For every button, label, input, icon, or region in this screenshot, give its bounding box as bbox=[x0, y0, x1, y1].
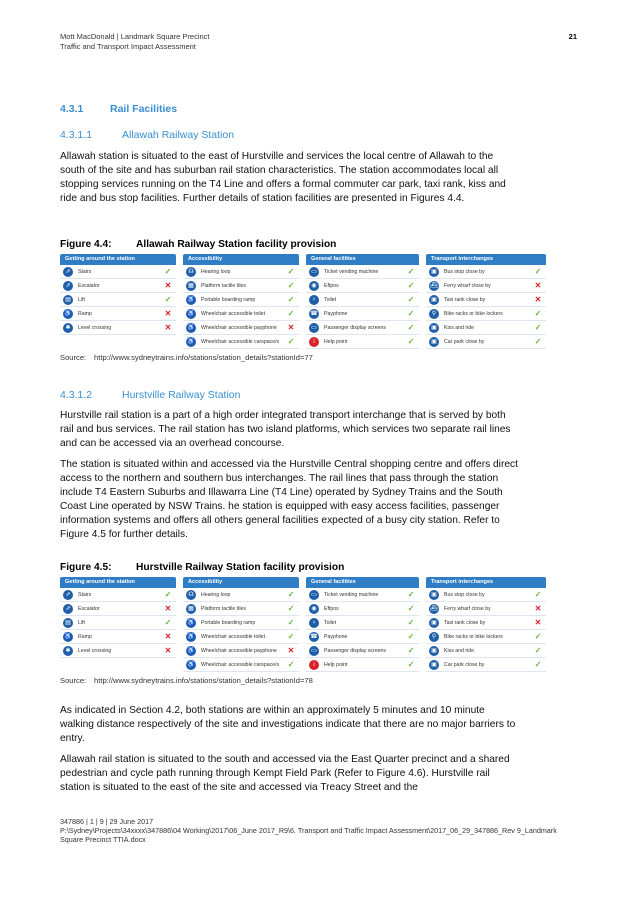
check-icon: ✓ bbox=[407, 646, 415, 655]
check-icon: ✓ bbox=[287, 295, 295, 304]
facility-row bbox=[426, 602, 546, 616]
bus-icon: ▣ bbox=[429, 590, 439, 600]
closing-paragraph-1: As indicated in Section 4.2, both stations are within an approximately 5 minutes and 10 minute walking distance respectively of the site and investigations indicate that there are no major barriers to entry. bbox=[60, 705, 516, 745]
facility-column bbox=[60, 254, 176, 335]
facility-label: Kiss and ride bbox=[444, 647, 474, 654]
allawah-paragraph: Allawah station is situated to the east of Hurstville and services the local centre of Allawah to the south of the site and has suburban rail station characteristics. The station accommodates local all stopping services running on the T4 Line and offers a formal commuter car park, taxi rank, kiss and ride and bus stop facilities. Further details of station facilities are presented in Figures 4.4. bbox=[60, 151, 506, 205]
taxi-icon: ▣ bbox=[429, 618, 439, 628]
facility-row bbox=[183, 644, 299, 658]
facility-row bbox=[183, 307, 299, 321]
ramp-icon: ♿ bbox=[64, 310, 72, 317]
lift-icon: ▤ bbox=[63, 295, 73, 305]
facility-label: Eftpos bbox=[324, 282, 339, 289]
section-number: 4.3.1 bbox=[60, 103, 84, 115]
stairs-icon: ⇗ bbox=[63, 590, 73, 600]
facility-row bbox=[60, 588, 176, 602]
facility-label: Passenger display screens bbox=[324, 647, 386, 654]
ramp-icon: ♿ bbox=[64, 633, 72, 640]
facility-label: Ramp bbox=[78, 633, 92, 640]
check-icon: ✓ bbox=[287, 618, 295, 627]
facility-label: Wheelchair accessible carspace/s bbox=[201, 338, 280, 345]
facility-row bbox=[306, 630, 419, 644]
check-icon: ✓ bbox=[407, 267, 415, 276]
facility-row bbox=[426, 335, 546, 349]
facility-column-header: Getting around the station bbox=[60, 577, 176, 588]
check-icon: ✓ bbox=[164, 267, 172, 276]
figure-source-4-5 bbox=[60, 676, 313, 685]
facility-label: Wheelchair accessible carspace/s bbox=[201, 661, 280, 668]
car-park-icon: ▣ bbox=[429, 660, 439, 670]
facility-column-header: General facilities bbox=[306, 254, 419, 265]
hearing-loop-icon: ☊ bbox=[186, 590, 196, 600]
check-icon: ✓ bbox=[534, 632, 542, 641]
facility-row bbox=[426, 644, 546, 658]
check-icon: ✓ bbox=[287, 267, 295, 276]
facility-label: Hearing loop bbox=[201, 268, 231, 275]
tactile-tiles-icon: ▦ bbox=[186, 604, 196, 614]
help-point-icon: i bbox=[309, 660, 319, 670]
opal-icon: ◉ bbox=[309, 604, 319, 614]
page-footer bbox=[60, 817, 560, 845]
ticket-machine-icon: ▭ bbox=[309, 590, 319, 600]
cross-icon: ✕ bbox=[164, 646, 172, 655]
facility-label: Taxi rank close by bbox=[444, 619, 486, 626]
cross-icon: ✕ bbox=[534, 618, 542, 627]
bike-icon: ⚲ bbox=[429, 309, 439, 319]
check-icon: ✓ bbox=[534, 590, 542, 599]
footer-file-path: P:\Sydney\Projects\34xxxx\347886\04 Working\2017\06_June 2017_R9\6. Transport and Traffic Impact Assessment\2017_06_29_347886_Rev 9_Landmark Square Precinct TTIA.docx bbox=[60, 826, 557, 845]
check-icon: ✓ bbox=[287, 660, 295, 669]
hurstville-paragraph-1: Hurstville rail station is a part of a high order integrated transport interchange that is served by both rail and bus services. The rail station has two island platforms, which services two separate rail lines and can be accessed via an overhead concourse. bbox=[60, 410, 511, 450]
facility-row bbox=[426, 279, 546, 293]
facility-label: Car park close by bbox=[444, 661, 485, 668]
facility-row bbox=[426, 630, 546, 644]
facility-label: Portable boarding ramp bbox=[201, 296, 256, 303]
accessible-toilet-icon: ♿ bbox=[187, 310, 195, 317]
header-title: Mott MacDonald | Landmark Square Precinct bbox=[60, 32, 210, 41]
facility-column bbox=[426, 254, 546, 349]
facility-row bbox=[183, 335, 299, 349]
figure-caption-4-5 bbox=[60, 562, 344, 573]
facility-label: Platform tactile tiles bbox=[201, 282, 246, 289]
facility-label: Stairs bbox=[78, 268, 92, 275]
facility-label: Wheelchair accessible payphone bbox=[201, 324, 277, 331]
facility-row bbox=[306, 602, 419, 616]
tactile-tiles-icon: ▦ bbox=[186, 281, 196, 291]
kiss-ride-icon: ▣ bbox=[429, 646, 439, 656]
source-url[interactable]: http://www.sydneytrains.info/stations/station_details?stationId=78 bbox=[94, 676, 313, 685]
facility-row bbox=[183, 265, 299, 279]
facility-label: Ferry wharf close by bbox=[444, 282, 491, 289]
facility-row bbox=[426, 321, 546, 335]
help-point-icon: i bbox=[309, 337, 319, 347]
facility-row bbox=[60, 616, 176, 630]
facility-label: Ferry wharf close by bbox=[444, 605, 491, 612]
facility-row bbox=[183, 293, 299, 307]
facility-row bbox=[306, 616, 419, 630]
facility-label: Hearing loop bbox=[201, 591, 231, 598]
check-icon: ✓ bbox=[534, 646, 542, 655]
accessible-payphone-icon: ♿ bbox=[187, 647, 195, 654]
facility-row bbox=[306, 321, 419, 335]
facility-column-header: Transport interchanges bbox=[426, 577, 546, 588]
facility-label: Payphone bbox=[324, 633, 348, 640]
facility-column-header: Accessibility bbox=[183, 254, 299, 265]
facility-label: Bike racks or bike lockers bbox=[444, 633, 503, 640]
check-icon: ✓ bbox=[287, 281, 295, 290]
cross-icon: ✕ bbox=[164, 632, 172, 641]
footer-reference: 347886 | 1 | 9 | 29 June 2017 bbox=[60, 817, 154, 826]
cross-icon: ✕ bbox=[164, 604, 172, 613]
check-icon: ✓ bbox=[407, 660, 415, 669]
facility-label: Ramp bbox=[78, 310, 92, 317]
page-number: 21 bbox=[568, 32, 577, 41]
check-icon: ✓ bbox=[407, 590, 415, 599]
facility-label: Lift bbox=[78, 296, 85, 303]
check-icon: ✓ bbox=[287, 604, 295, 613]
cross-icon: ✕ bbox=[534, 604, 542, 613]
figure-source-4-4 bbox=[60, 353, 313, 362]
escalator-icon: ⇗ bbox=[63, 281, 73, 291]
facility-row bbox=[183, 588, 299, 602]
check-icon: ✓ bbox=[407, 337, 415, 346]
facility-row bbox=[183, 616, 299, 630]
check-icon: ✓ bbox=[534, 267, 542, 276]
payphone-icon: ☎ bbox=[310, 310, 318, 317]
subsection-number: 4.3.1.2 bbox=[60, 389, 93, 401]
facility-row bbox=[306, 335, 419, 349]
facility-label: Platform tactile tiles bbox=[201, 605, 246, 612]
facility-label: Bike racks or bike lockers bbox=[444, 310, 503, 317]
facility-row bbox=[183, 279, 299, 293]
level-crossing-icon: ✱ bbox=[63, 646, 73, 656]
facility-row bbox=[426, 293, 546, 307]
facility-column bbox=[306, 254, 419, 349]
facility-label: Help point bbox=[324, 338, 348, 345]
stairs-icon: ⇗ bbox=[63, 267, 73, 277]
toilet-icon: ♀ bbox=[309, 618, 319, 628]
facility-label: Passenger display screens bbox=[324, 324, 386, 331]
facility-label: Stairs bbox=[78, 591, 92, 598]
check-icon: ✓ bbox=[534, 660, 542, 669]
check-icon: ✓ bbox=[164, 590, 172, 599]
facility-column bbox=[183, 577, 299, 672]
facility-label: Escalator bbox=[78, 282, 100, 289]
accessible-carspace-icon: ♿ bbox=[187, 338, 195, 345]
facility-label: Level crossing bbox=[78, 647, 112, 654]
hurstville-paragraph-2: The station is situated within and accessed via the Hurstville Central shopping centre and offers direct access to the northern and southern bus interchanges. The rail lines that pass through the station include T4 Eastern Suburbs and Illawarra Line (T4 Line) operated by Sydney Trains and the South Coast Line operated by NSW Trains. he station is equipped with easy access facilities, passenger information systems and offers all others general facilities expected of a busy city station. Refer to Figure 4.5 for further details. bbox=[60, 459, 518, 541]
cross-icon: ✕ bbox=[164, 309, 172, 318]
facility-column bbox=[306, 577, 419, 672]
check-icon: ✓ bbox=[407, 295, 415, 304]
bike-icon: ⚲ bbox=[429, 632, 439, 642]
subsection-title: Hurstville Railway Station bbox=[122, 389, 241, 401]
facility-label: Portable boarding ramp bbox=[201, 619, 256, 626]
hearing-loop-icon: ☊ bbox=[186, 267, 196, 277]
cross-icon: ✕ bbox=[534, 295, 542, 304]
payphone-icon: ☎ bbox=[310, 633, 318, 640]
facility-label: Level crossing bbox=[78, 324, 112, 331]
display-screen-icon: ▭ bbox=[309, 323, 319, 333]
facility-row bbox=[426, 265, 546, 279]
header-subtitle: Traffic and Transport Impact Assessment bbox=[60, 41, 196, 51]
check-icon: ✓ bbox=[407, 632, 415, 641]
facility-column-header: General facilities bbox=[306, 577, 419, 588]
display-screen-icon: ▭ bbox=[309, 646, 319, 656]
escalator-icon: ⇗ bbox=[63, 604, 73, 614]
facility-label: Wheelchair accessible toilet bbox=[201, 310, 266, 317]
facility-label: Payphone bbox=[324, 310, 348, 317]
toilet-icon: ♀ bbox=[309, 295, 319, 305]
facility-row bbox=[306, 279, 419, 293]
page-header bbox=[60, 32, 577, 51]
figure-caption-4-4 bbox=[60, 239, 336, 250]
section-heading bbox=[60, 103, 177, 115]
figure-title: Hurstville Railway Station facility provision bbox=[136, 562, 345, 573]
check-icon: ✓ bbox=[287, 309, 295, 318]
cross-icon: ✕ bbox=[164, 281, 172, 290]
facility-column-header: Transport interchanges bbox=[426, 254, 546, 265]
facility-label: Wheelchair accessible payphone bbox=[201, 647, 277, 654]
figure-number: Figure 4.5: bbox=[60, 562, 112, 573]
facility-row bbox=[60, 644, 176, 658]
facility-row bbox=[426, 307, 546, 321]
closing-paragraph-2: Allawah rail station is situated to the south and accessed via the East Quarter precinct and a shared pedestrian and cycle path running through Kempt Field Park (Refer to Figure 4.6). Hurstville rail station is situated to the east of the site and accessed via Treacy Street and the bbox=[60, 754, 510, 794]
facility-label: Escalator bbox=[78, 605, 100, 612]
facility-label: Bus stop close by bbox=[444, 591, 485, 598]
accessible-payphone-icon: ♿ bbox=[187, 324, 195, 331]
facility-label: Taxi rank close by bbox=[444, 296, 486, 303]
facility-row bbox=[60, 279, 176, 293]
check-icon: ✓ bbox=[164, 295, 172, 304]
check-icon: ✓ bbox=[407, 618, 415, 627]
figure-title: Allawah Railway Station facility provision bbox=[136, 239, 337, 250]
opal-icon: ◉ bbox=[309, 281, 319, 291]
facility-label: Ticket vending machine bbox=[324, 268, 379, 275]
hurstville-facility-panel bbox=[60, 577, 546, 674]
facility-column bbox=[183, 254, 299, 349]
facility-label: Toilet bbox=[324, 296, 337, 303]
source-label: Source: bbox=[60, 676, 87, 685]
ferry-icon: ⛴ bbox=[430, 282, 438, 289]
facility-row bbox=[306, 265, 419, 279]
check-icon: ✓ bbox=[287, 337, 295, 346]
accessible-toilet-icon: ♿ bbox=[187, 633, 195, 640]
source-url[interactable]: http://www.sydneytrains.info/stations/station_details?stationId=77 bbox=[94, 353, 313, 362]
cross-icon: ✕ bbox=[164, 323, 172, 332]
check-icon: ✓ bbox=[287, 590, 295, 599]
figure-number: Figure 4.4: bbox=[60, 239, 112, 250]
facility-row bbox=[60, 321, 176, 335]
facility-label: Ticket vending machine bbox=[324, 591, 379, 598]
facility-label: Bus stop close by bbox=[444, 268, 485, 275]
facility-label: Car park close by bbox=[444, 338, 485, 345]
facility-column bbox=[60, 577, 176, 658]
facility-row bbox=[60, 265, 176, 279]
subsection-number: 4.3.1.1 bbox=[60, 129, 93, 141]
facility-label: Eftpos bbox=[324, 605, 339, 612]
facility-row bbox=[426, 658, 546, 672]
kiss-ride-icon: ▣ bbox=[429, 323, 439, 333]
subsection-heading-allawah bbox=[60, 129, 234, 141]
facility-row bbox=[60, 630, 176, 644]
facility-column-header: Getting around the station bbox=[60, 254, 176, 265]
facility-row bbox=[60, 293, 176, 307]
facility-row bbox=[426, 616, 546, 630]
lift-icon: ▤ bbox=[63, 618, 73, 628]
facility-row bbox=[60, 602, 176, 616]
facility-row bbox=[306, 307, 419, 321]
check-icon: ✓ bbox=[407, 604, 415, 613]
section-title: Rail Facilities bbox=[110, 103, 178, 115]
facility-row bbox=[306, 644, 419, 658]
check-icon: ✓ bbox=[534, 309, 542, 318]
cross-icon: ✕ bbox=[287, 323, 295, 332]
facility-label: Help point bbox=[324, 661, 348, 668]
facility-row bbox=[426, 588, 546, 602]
facility-row bbox=[60, 307, 176, 321]
facility-row bbox=[306, 293, 419, 307]
facility-label: Toilet bbox=[324, 619, 337, 626]
facility-row bbox=[306, 588, 419, 602]
check-icon: ✓ bbox=[534, 323, 542, 332]
ticket-machine-icon: ▭ bbox=[309, 267, 319, 277]
facility-row bbox=[183, 602, 299, 616]
facility-label: Kiss and ride bbox=[444, 324, 474, 331]
source-label: Source: bbox=[60, 353, 87, 362]
car-park-icon: ▣ bbox=[429, 337, 439, 347]
cross-icon: ✕ bbox=[534, 281, 542, 290]
level-crossing-icon: ✱ bbox=[63, 323, 73, 333]
check-icon: ✓ bbox=[164, 618, 172, 627]
facility-label: Wheelchair accessible toilet bbox=[201, 633, 266, 640]
subsection-title: Allawah Railway Station bbox=[122, 129, 235, 141]
facility-label: Lift bbox=[78, 619, 85, 626]
facility-column-header: Accessibility bbox=[183, 577, 299, 588]
taxi-icon: ▣ bbox=[429, 295, 439, 305]
cross-icon: ✕ bbox=[287, 646, 295, 655]
check-icon: ✓ bbox=[407, 323, 415, 332]
ferry-icon: ⛴ bbox=[430, 605, 438, 612]
check-icon: ✓ bbox=[407, 281, 415, 290]
check-icon: ✓ bbox=[287, 632, 295, 641]
facility-column bbox=[426, 577, 546, 672]
bus-icon: ▣ bbox=[429, 267, 439, 277]
allawah-facility-panel bbox=[60, 254, 546, 351]
facility-row bbox=[183, 630, 299, 644]
subsection-heading-hurstville bbox=[60, 389, 240, 401]
facility-row bbox=[183, 321, 299, 335]
check-icon: ✓ bbox=[534, 337, 542, 346]
facility-row bbox=[183, 658, 299, 672]
boarding-ramp-icon: ♿ bbox=[187, 619, 195, 626]
facility-row bbox=[306, 658, 419, 672]
check-icon: ✓ bbox=[407, 309, 415, 318]
accessible-carspace-icon: ♿ bbox=[187, 661, 195, 668]
boarding-ramp-icon: ♿ bbox=[187, 296, 195, 303]
